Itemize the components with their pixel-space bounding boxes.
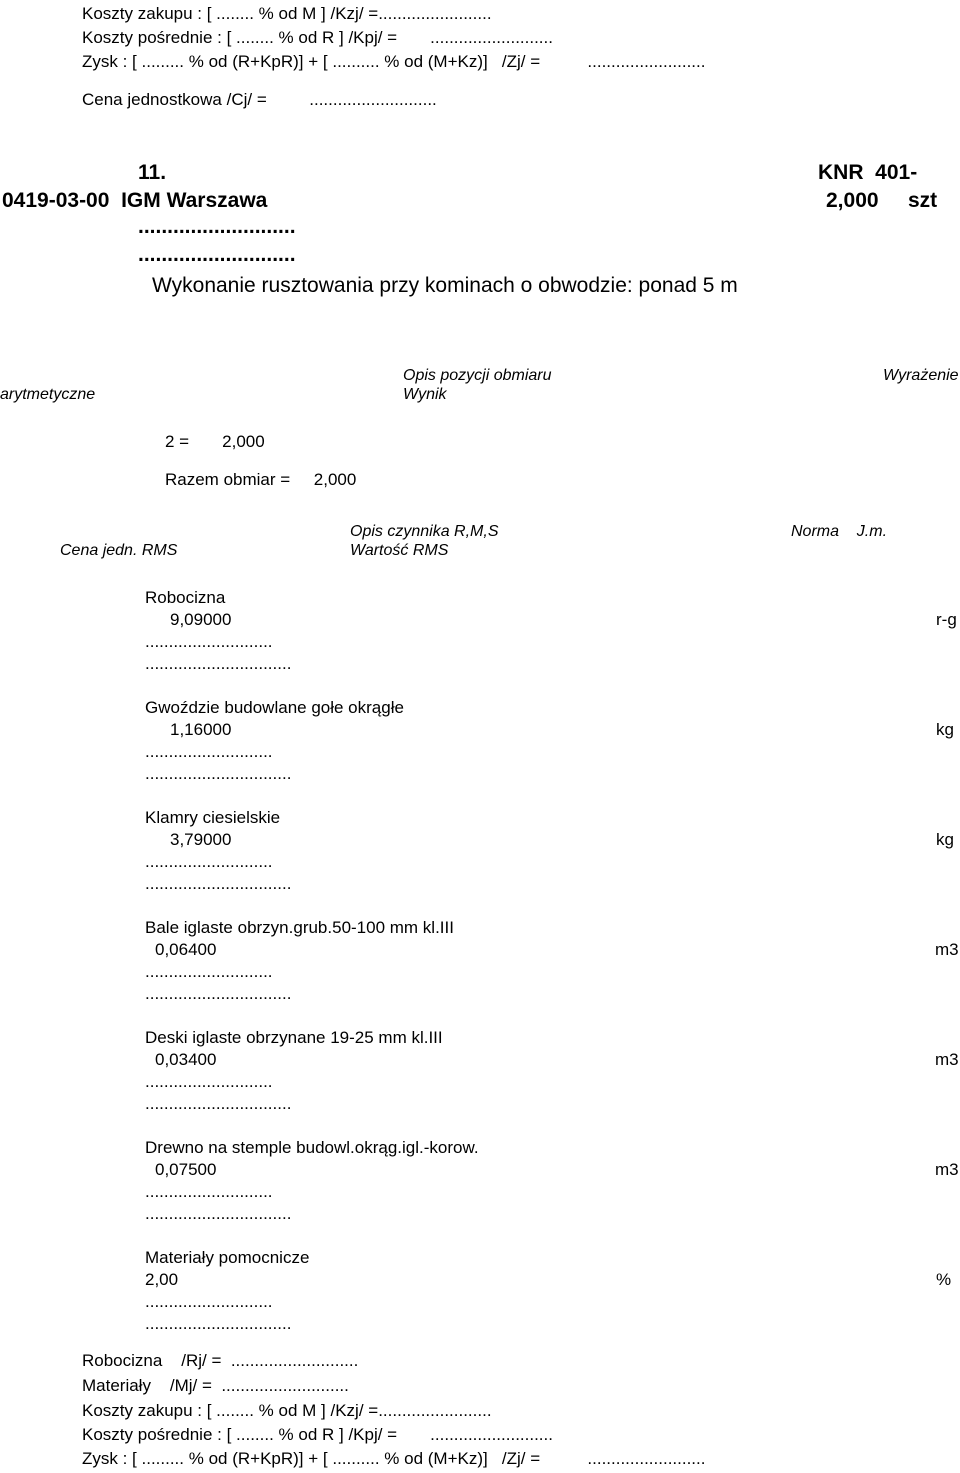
top-zysk: Zysk : [ ......... % od (R+KpR)] + [ .......... % od (M+Kz)] /Zj/ = ......................... xyxy=(82,52,706,71)
factor-unit: r-g xyxy=(936,610,957,629)
measure-header-opis: Opis pozycji obmiaru xyxy=(403,367,552,384)
factor-cena-dots: ........................... xyxy=(145,742,273,761)
bottom-koszty-posrednie: Koszty pośrednie : [ ........ % od R ] /Kpj/ = .......................... xyxy=(82,1425,553,1444)
position-dots-1: ........................... xyxy=(138,215,296,238)
factor-name: Gwoździe budowlane gołe okrągłe xyxy=(145,698,404,717)
factor-item xyxy=(0,1138,960,1238)
measure-header-wyrazenie: Wyrażenie xyxy=(883,367,959,384)
factor-name: Materiały pomocnicze xyxy=(145,1248,310,1267)
factor-norma: 1,16000 xyxy=(170,720,232,739)
position-knr: KNR 401- xyxy=(818,161,918,184)
factor-norma: 3,79000 xyxy=(170,830,232,849)
factor-name: Bale iglaste obrzyn.grub.50-100 mm kl.III xyxy=(145,918,454,937)
factor-norma: 2,00 xyxy=(145,1270,179,1289)
factor-wartosc-dots: ............................... xyxy=(145,874,292,893)
position-unit: szt xyxy=(908,189,938,212)
factor-item xyxy=(0,588,960,688)
factor-norma: 9,09000 xyxy=(170,610,232,629)
factor-wartosc-dots: ............................... xyxy=(145,984,292,1003)
bottom-robocizna: Robocizna /Rj/ = ........................... xyxy=(82,1351,359,1370)
measure-total: Razem obmiar = 2,000 xyxy=(165,470,357,489)
position-number: 11. xyxy=(138,161,167,184)
factor-cena-dots: ........................... xyxy=(145,852,273,871)
factor-item xyxy=(0,808,960,908)
factor-cena-dots: ........................... xyxy=(145,962,273,981)
factor-item xyxy=(0,1248,960,1348)
factor-header-norma: Norma J.m. xyxy=(791,523,888,540)
factor-header-cena: Cena jedn. RMS xyxy=(60,542,178,559)
measure-header-wynik: Wynik xyxy=(403,386,447,403)
factor-unit: m3 xyxy=(935,940,959,959)
factor-unit: kg xyxy=(936,720,954,739)
factor-norma: 0,03400 xyxy=(155,1050,217,1069)
factor-unit: m3 xyxy=(935,1160,959,1179)
top-koszty-posrednie: Koszty pośrednie : [ ........ % od R ] /Kpj/ = .......................... xyxy=(82,28,553,47)
top-cena-jednostkowa: Cena jednostkowa /Cj/ = ........................... xyxy=(82,90,437,109)
factor-unit: % xyxy=(936,1270,952,1289)
factor-item xyxy=(0,698,960,798)
factor-cena-dots: ........................... xyxy=(145,1072,273,1091)
factor-header-wartosc: Wartość RMS xyxy=(350,542,449,559)
factor-wartosc-dots: ............................... xyxy=(145,764,292,783)
factor-name: Drewno na stemple budowl.okrąg.igl.-korow. xyxy=(145,1138,479,1157)
position-description: Wykonanie rusztowania przy kominach o obwodzie: ponad 5 m xyxy=(152,274,738,297)
measure-header-arytmetyczne: arytmetyczne xyxy=(0,386,96,403)
position-code-source: 0419-03-00 IGM Warszawa xyxy=(2,189,268,212)
factor-wartosc-dots: ............................... xyxy=(145,654,292,673)
factor-header-opis: Opis czynnika R,M,S xyxy=(350,523,499,540)
position-quantity: 2,000 xyxy=(826,189,879,212)
factor-wartosc-dots: ............................... xyxy=(145,1204,292,1223)
top-koszty-zakupu: Koszty zakupu : [ ........ % od M ] /Kzj/ =........................ xyxy=(82,4,492,23)
factor-cena-dots: ........................... xyxy=(145,1182,273,1201)
factor-cena-dots: ........................... xyxy=(145,1292,273,1311)
factor-unit: kg xyxy=(936,830,954,849)
factor-name: Robocizna xyxy=(145,588,226,607)
bottom-koszty-zakupu: Koszty zakupu : [ ........ % od M ] /Kzj/ =........................ xyxy=(82,1401,492,1420)
measure-expression: 2 = 2,000 xyxy=(165,432,265,451)
factor-item xyxy=(0,1028,960,1128)
bottom-zysk: Zysk : [ ......... % od (R+KpR)] + [ .......... % od (M+Kz)] /Zj/ = ......................... xyxy=(82,1449,706,1468)
factor-norma: 0,07500 xyxy=(155,1160,217,1179)
factor-name: Deski iglaste obrzynane 19-25 mm kl.III xyxy=(145,1028,443,1047)
factor-name: Klamry ciesielskie xyxy=(145,808,281,827)
factor-wartosc-dots: ............................... xyxy=(145,1094,292,1113)
factor-wartosc-dots: ............................... xyxy=(145,1314,292,1333)
factor-norma: 0,06400 xyxy=(155,940,217,959)
position-dots-2: ........................... xyxy=(138,243,296,266)
factor-cena-dots: ........................... xyxy=(145,632,273,651)
factor-item xyxy=(0,918,960,1018)
factor-unit: m3 xyxy=(935,1050,959,1069)
bottom-materialy: Materiały /Mj/ = ........................... xyxy=(82,1376,349,1395)
